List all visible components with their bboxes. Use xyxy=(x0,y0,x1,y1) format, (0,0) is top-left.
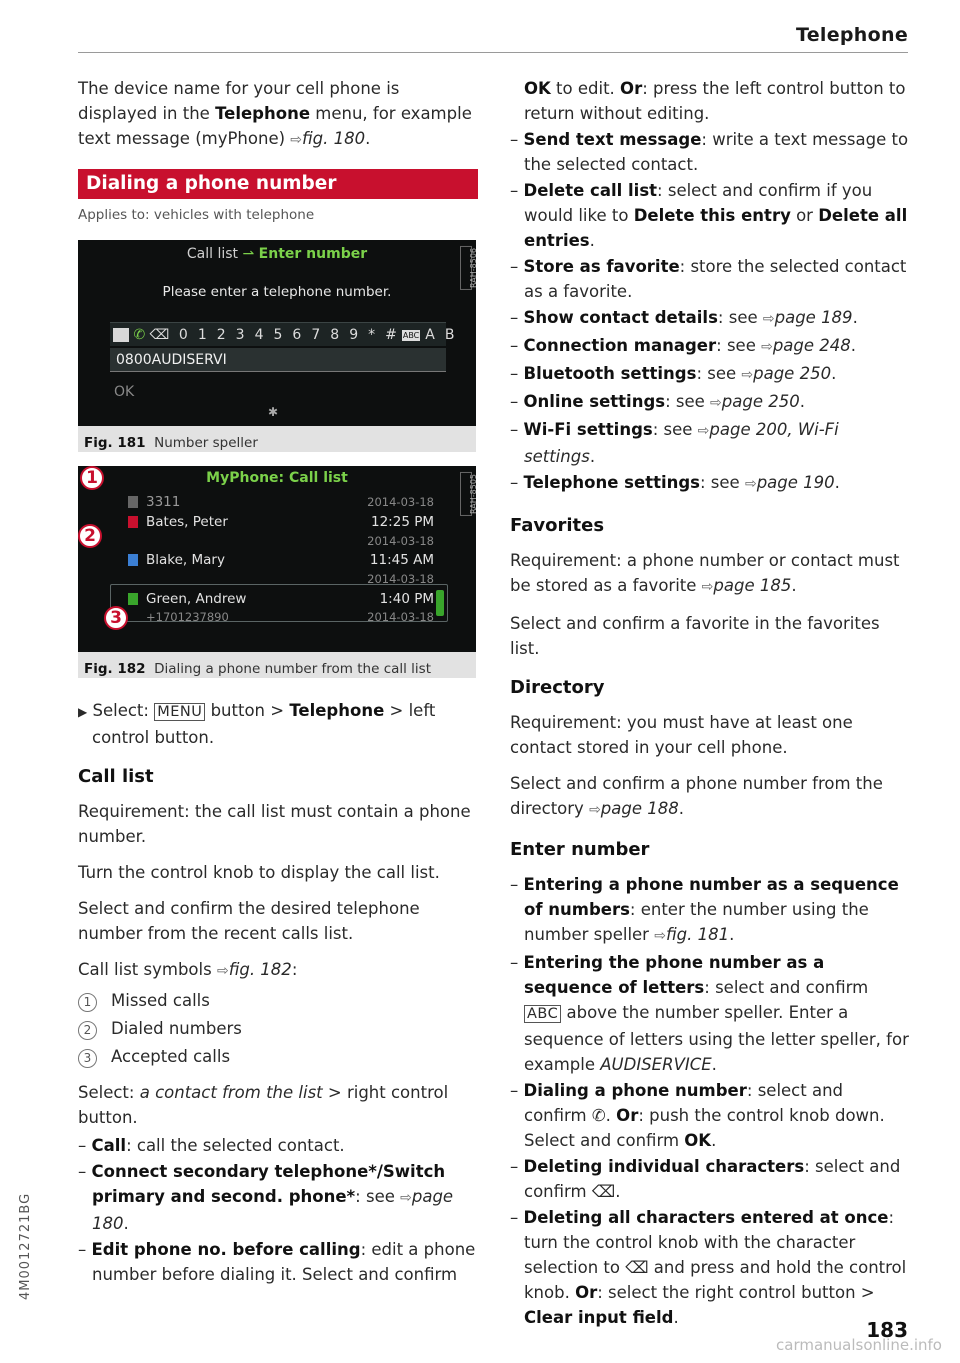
page-number: 183 xyxy=(866,1318,908,1342)
key: 1 xyxy=(197,327,207,343)
call-list-title: MyPhone: Call list xyxy=(206,470,348,486)
callout-1: 1 xyxy=(80,466,104,490)
key: A xyxy=(425,327,435,343)
directory-select: Select and confirm a phone number from the directory ⇨page 188. xyxy=(510,774,883,818)
call-list-row: Blake, Mary 11:45 AM xyxy=(128,548,458,573)
right-column xyxy=(510,76,910,1331)
ok-option: OK xyxy=(114,384,135,400)
enter-number-heading: Enter number xyxy=(510,839,650,860)
intro-paragraph: The device name for your cell phone is displayed in the Telephone menu, for example text message (myPhone) ⇨fig. 180. xyxy=(78,79,472,148)
directory-requirement: Requirement: you must have at least one contact stored in your cell phone. xyxy=(510,713,853,757)
list-item: – Wi-Fi settings: see ⇨page 200, Wi-Fi settings. xyxy=(510,420,839,466)
list-item: – Connect secondary telephone*/Switch primary and second. phone*: see ⇨page 180. xyxy=(78,1162,454,1233)
key: 6 xyxy=(292,327,302,343)
call-list-turn: Turn the control knob to display the call list. xyxy=(78,863,440,882)
number-speller xyxy=(110,322,455,346)
abc-key: ABC xyxy=(402,330,420,340)
delete-icon: ⌫ xyxy=(149,327,170,343)
key: * xyxy=(368,327,376,343)
list-item: – Connection manager: see ⇨page 248. xyxy=(510,336,857,355)
list-item: – Dialing a phone number: select and confirm ✆. Or: push the control knob down. Select and confirm OK. xyxy=(510,1081,885,1150)
section-title-bar: Dialing a phone number xyxy=(78,169,478,199)
screen-top-bar: Call list ⇀ Enter number xyxy=(186,246,368,262)
figure-181-caption: Fig. 181 Number speller xyxy=(78,426,476,452)
symbol-item: 2 Dialed numbers xyxy=(78,1016,478,1041)
list-item: – Entering the phone number as a sequence of letters: select and confirm ABC above the number speller. Enter a sequence of letters using the letter speller, for example AUDISERVICE. xyxy=(510,953,909,1074)
key: 2 xyxy=(216,327,226,343)
list-item: – Send text message: write a text message to the selected contact. xyxy=(510,130,909,174)
header-rule xyxy=(78,52,908,53)
key: B xyxy=(444,327,455,343)
favorites-select: Select and confirm a favorite in the favorites list. xyxy=(510,614,880,658)
list-item: – Bluetooth settings: see ⇨page 250. xyxy=(510,364,837,383)
document-code: 4M0012721BG xyxy=(18,1192,33,1300)
number-speller-screen xyxy=(78,240,476,426)
left-column xyxy=(78,76,478,1288)
select-contact: Select: a contact from the list > right control button. xyxy=(78,1083,449,1127)
callout-2: 2 xyxy=(78,524,102,548)
symbol-item: 1 Missed calls xyxy=(78,988,478,1013)
list-item: – Online settings: see ⇨page 250. xyxy=(510,392,805,411)
key: 3 xyxy=(235,327,245,343)
key: # xyxy=(385,327,397,343)
symbol-item: 3 Accepted calls xyxy=(78,1044,478,1069)
contacts-icon xyxy=(113,328,129,342)
callout-3: 3 xyxy=(104,606,128,630)
applies-to-note: Applies to: vehicles with telephone xyxy=(78,207,315,223)
bluetooth-icon: ✱ xyxy=(268,405,279,419)
figure-182 xyxy=(78,466,476,678)
running-header-title: Telephone xyxy=(795,24,908,46)
list-item: – Store as favorite: store the selected contact as a favorite. xyxy=(510,257,907,301)
call-list-select: Select and confirm the desired telephone number from the recent calls list. xyxy=(78,899,420,943)
call-list-requirement: Requirement: the call list must contain a phone number. xyxy=(78,802,471,846)
number-input-field: 0800AUDISERVI xyxy=(110,348,446,372)
key: 7 xyxy=(311,327,321,343)
watermark-text: carmanualsonline.info xyxy=(776,1336,942,1354)
favorites-requirement: Requirement: a phone number or contact must be stored as a favorite ⇨page 185. xyxy=(510,551,900,595)
list-item: – Deleting all characters entered at once: turn the control knob with the character selection to ⌫ and press and hold the control knob. Or: select the right control button > Clear input field. xyxy=(510,1208,907,1327)
callout-marker: 2 xyxy=(78,1021,97,1040)
missed-call-icon xyxy=(128,496,138,508)
call-list-row: Bates, Peter 12:25 PM xyxy=(128,510,458,535)
key: 9 xyxy=(349,327,359,343)
callout-marker: 3 xyxy=(78,1049,97,1068)
call-list-heading: Call list xyxy=(78,766,154,787)
continued-item: OK to edit. Or: press the left control button to return without editing. xyxy=(524,79,906,123)
speller-prompt: Please enter a telephone number. xyxy=(162,284,392,300)
list-item: – Entering a phone number as a sequence of numbers: enter the number using the number speller ⇨fig. 181. xyxy=(510,875,899,944)
accepted-call-icon xyxy=(128,593,138,605)
backspace-icon: ⌫ xyxy=(591,1182,616,1201)
list-item: – Delete call list: select and confirm if you would like to Delete this entry or Delete all entries. xyxy=(510,181,908,250)
list-item: – Call: call the selected contact. xyxy=(78,1136,345,1155)
list-item: – Telephone settings: see ⇨page 190. xyxy=(510,473,840,492)
figure-code: RAH-8506 xyxy=(460,246,472,290)
callout-marker: 1 xyxy=(78,993,97,1012)
call-list-row: 3311 2014-03-18 xyxy=(128,490,458,515)
call-list-screen: MyPhone: Call list RAH-8505 3311 2014-03-18 Bates, Peter 12:25 PM 2014-03-18 Blake, Mary 11:45 AM 2014-03-18 Green, Andrew 1:40 PM +1701237890 2014-03-18 1 2 3 xyxy=(78,466,476,652)
call-sub-row: +1701237890 2014-03-18 xyxy=(146,610,434,624)
key: 8 xyxy=(330,327,340,343)
key: 0 xyxy=(178,327,188,343)
figure-code: RAH-8505 xyxy=(460,472,472,516)
dial-icon: ✆ xyxy=(591,1106,606,1125)
symbols-intro: Call list symbols ⇨fig. 182: xyxy=(78,960,298,979)
list-item: – Show contact details: see ⇨page 189. xyxy=(510,308,858,327)
list-item: – Deleting individual characters: select and confirm ⌫. xyxy=(510,1157,901,1201)
key: 5 xyxy=(273,327,283,343)
directory-heading: Directory xyxy=(510,677,605,698)
missed-call-icon xyxy=(128,516,138,528)
figure-182-caption: Fig. 182 Dialing a phone number from the call list xyxy=(78,652,476,678)
key: 4 xyxy=(254,327,264,343)
list-item: – Edit phone no. before calling: edit a phone number before dialing it. Select and confirm xyxy=(78,1240,476,1284)
favorites-heading: Favorites xyxy=(510,515,605,536)
dialed-call-icon xyxy=(128,554,138,566)
backspace-icon: ⌫ xyxy=(625,1258,649,1277)
call-list-row: Green, Andrew 1:40 PM xyxy=(128,587,458,612)
select-instruction: ▶ Select: MENU button > Telephone > left control button. xyxy=(78,701,436,747)
figure-181 xyxy=(78,240,476,452)
phone-icon: ✆ xyxy=(133,327,146,343)
